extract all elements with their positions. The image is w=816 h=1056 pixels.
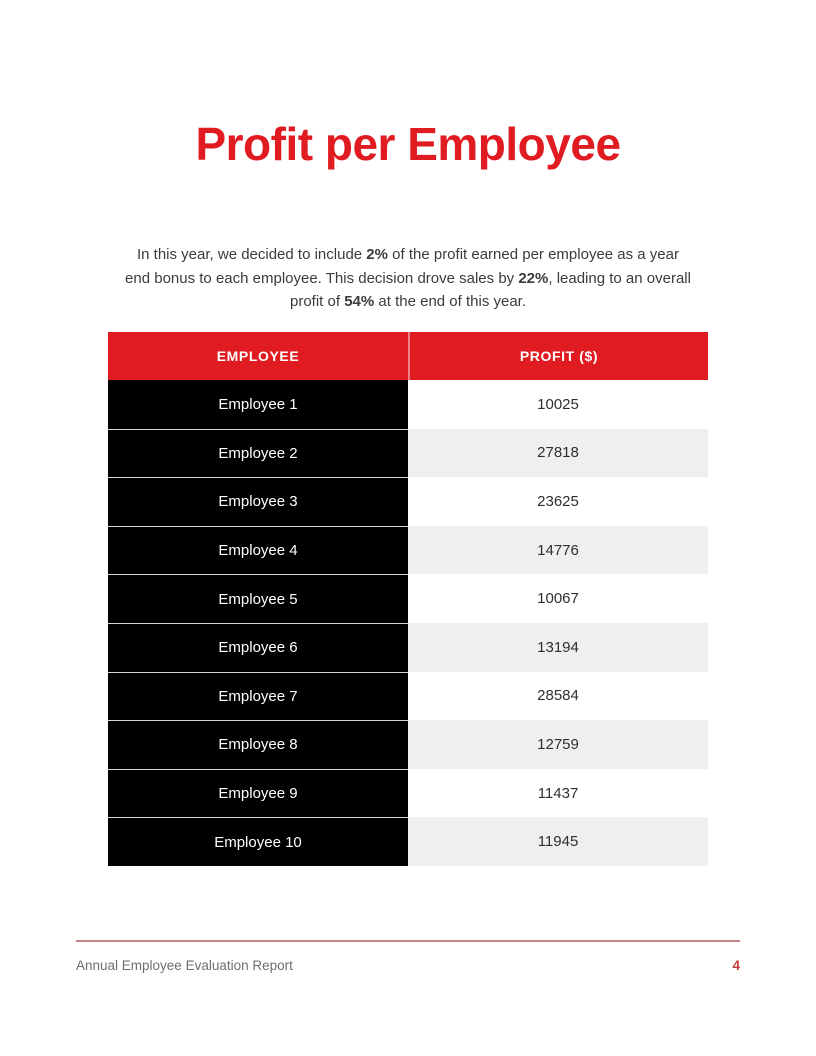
employee-cell: Employee 3 <box>108 477 408 526</box>
intro-paragraph <box>125 243 691 314</box>
table-row <box>108 574 708 623</box>
profit-cell: 10067 <box>408 574 708 623</box>
table-row <box>108 769 708 818</box>
table-row <box>108 526 708 575</box>
profit-cell: 27818 <box>408 429 708 478</box>
table-row <box>108 429 708 478</box>
employee-cell: Employee 9 <box>108 769 408 818</box>
employee-cell: Employee 4 <box>108 526 408 575</box>
column-header-profit: PROFIT ($) <box>408 332 708 380</box>
profit-cell: 12759 <box>408 720 708 769</box>
footer-divider <box>76 940 740 942</box>
footer-report-title: Annual Employee Evaluation Report <box>76 958 293 973</box>
employee-cell: Employee 10 <box>108 817 408 866</box>
table-row <box>108 720 708 769</box>
intro-text-segment: at the end of this year. <box>374 293 526 310</box>
intro-text-segment: , leading to an overall profit of <box>290 269 691 310</box>
employee-cell: Employee 8 <box>108 720 408 769</box>
page-title: Profit per Employee <box>195 118 621 170</box>
employee-cell: Employee 5 <box>108 574 408 623</box>
employee-cell: Employee 2 <box>108 429 408 478</box>
profit-cell: 11437 <box>408 769 708 818</box>
profit-cell: 23625 <box>408 477 708 526</box>
profit-cell: 14776 <box>408 526 708 575</box>
intro-text-segment: 54% <box>344 293 375 310</box>
intro-text-segment: of the profit earned per employee as a year end bonus to each employee. This decision drove sales by <box>125 246 679 287</box>
intro-text-segment: 22% <box>518 269 549 287</box>
intro-text-segment: 2% <box>366 246 388 263</box>
profit-cell: 13194 <box>408 623 708 672</box>
table-header-row <box>108 332 708 380</box>
employee-cell: Employee 1 <box>108 380 408 429</box>
intro-text-segment: In this year, we decided to include <box>136 246 367 263</box>
page-footer <box>76 958 740 973</box>
column-header-employee: EMPLOYEE <box>216 348 300 364</box>
table-row <box>108 817 708 866</box>
profit-table <box>108 332 708 866</box>
profit-cell: 11945 <box>408 817 708 866</box>
table-body <box>108 380 708 866</box>
table-row <box>108 623 708 672</box>
profit-cell: 10025 <box>408 380 708 429</box>
table-row <box>108 672 708 721</box>
employee-cell: Employee 6 <box>108 623 408 672</box>
profit-cell: 28584 <box>408 672 708 721</box>
table-row <box>108 477 708 526</box>
footer-page-number: 4 <box>732 958 740 973</box>
table-row <box>108 380 708 429</box>
employee-cell: Employee 7 <box>108 672 408 721</box>
